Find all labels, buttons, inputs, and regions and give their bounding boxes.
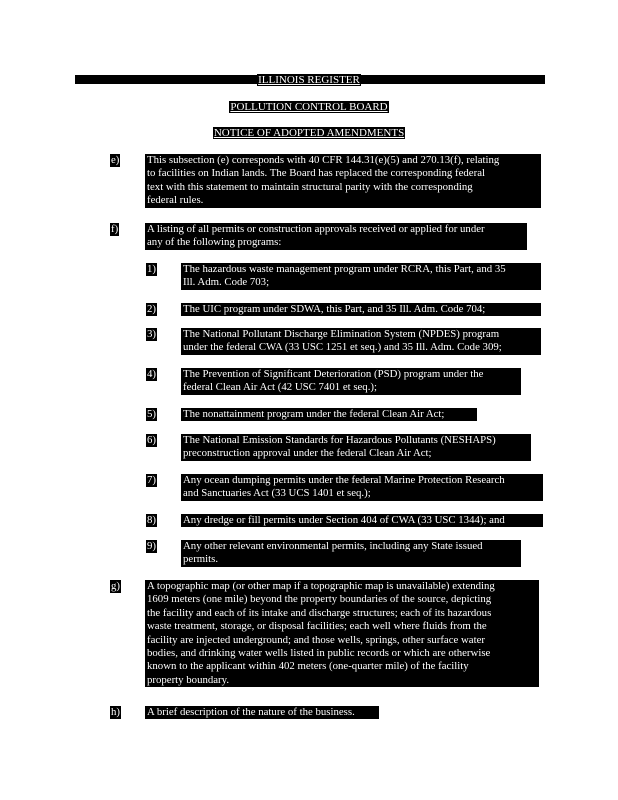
text-line: federal Clean Air Act (42 USC 7401 et seq.); xyxy=(183,381,378,394)
board-title-text: POLLUTION CONTROL BOARD xyxy=(230,101,388,113)
item-text-f9 xyxy=(181,540,521,567)
text-line: facility are injected underground; and those wells, springs, other surface water xyxy=(147,633,485,646)
text-line: federal rules. xyxy=(147,194,204,207)
text-line: Ill. Adm. Code 703; xyxy=(183,276,270,289)
item-label-f2: 2) xyxy=(147,303,156,315)
item-text-f8 xyxy=(181,514,543,527)
text-line: A listing of all permits or construction approvals received or applied for under xyxy=(147,223,485,235)
item-label-f1: 1) xyxy=(147,263,156,275)
text-line: property boundary. xyxy=(147,673,230,686)
register-title-text: ILLINOIS REGISTER xyxy=(258,74,360,86)
text-line: the facility and each of its intake and discharge structures; each of its hazardous xyxy=(147,606,492,619)
text-line: A topographic map (or other map if a topographic map is unavailable) extending xyxy=(147,580,495,592)
item-label-f6: 6) xyxy=(147,434,156,446)
text-line: This subsection (e) corresponds with 40 CFR 144.31(e)(5) and 270.13(f), relating xyxy=(147,154,500,166)
text-line: text with this statement to maintain structural parity with the corresponding xyxy=(147,180,473,193)
item-label-f4: 4) xyxy=(147,368,156,380)
item-text-f5 xyxy=(181,408,477,421)
item-label-f5: 5) xyxy=(147,408,156,420)
item-text-f7 xyxy=(181,474,543,501)
text-line: bodies, and drinking water wells listed in public records or which are otherwise xyxy=(147,647,491,660)
text-line: under the federal CWA (33 USC 1251 et seq.) and 35 Ill. Adm. Code 309; xyxy=(183,341,502,354)
text-line: any of the following programs: xyxy=(147,236,282,249)
text-line: Any ocean dumping permits under the federal Marine Protection Research xyxy=(183,474,505,486)
text-line: preconstruction approval under the federal Clean Air Act; xyxy=(183,447,432,460)
text-line: known to the applicant within 402 meters (one-quarter mile) of the facility xyxy=(147,660,469,673)
text-line: to facilities on Indian lands. The Board has replaced the corresponding federal xyxy=(147,167,485,180)
text-line: The UIC program under SDWA, this Part, and 35 Ill. Adm. Code 704; xyxy=(183,303,486,315)
item-label-e: e) xyxy=(111,154,120,166)
item-text-f4 xyxy=(181,368,521,395)
text-line: The nonattainment program under the federal Clean Air Act; xyxy=(183,408,445,420)
item-label-h: h) xyxy=(111,706,120,718)
item-label-f9: 9) xyxy=(147,540,156,552)
text-line: The Prevention of Significant Deterioration (PSD) program under the xyxy=(183,368,484,380)
item-text-f3 xyxy=(181,328,541,355)
register-title xyxy=(0,74,618,86)
text-line: 1609 meters (one mile) beyond the property boundaries of the source, depicting xyxy=(147,593,492,606)
notice-title-text: NOTICE OF ADOPTED AMENDMENTS xyxy=(213,127,405,139)
text-line: and Sanctuaries Act (33 UCS 1401 et seq.); xyxy=(183,487,371,500)
item-label-f7: 7) xyxy=(147,474,156,486)
item-text-f1 xyxy=(181,263,541,290)
text-line: A brief description of the nature of the business. xyxy=(147,706,355,718)
item-label-f: f) xyxy=(111,223,119,235)
board-title xyxy=(0,101,618,113)
text-line: waste treatment, storage, or disposal facilities; each well where fluids from the xyxy=(147,620,487,633)
text-line: Any dredge or fill permits under Section 404 of CWA (33 USC 1344); and xyxy=(183,514,505,526)
item-label-f3: 3) xyxy=(147,328,156,340)
item-label-f8: 8) xyxy=(147,514,156,526)
item-text-f6 xyxy=(181,434,531,461)
item-text-e xyxy=(145,154,541,208)
item-text-f xyxy=(145,223,527,250)
item-text-h xyxy=(145,706,379,719)
text-line: The National Pollutant Discharge Elimination System (NPDES) program xyxy=(183,328,500,340)
item-label-g: g) xyxy=(111,580,120,592)
text-line: The hazardous waste management program under RCRA, this Part, and 35 xyxy=(183,263,506,275)
item-text-f2 xyxy=(181,303,541,316)
notice-title xyxy=(0,127,618,139)
item-text-g xyxy=(145,580,539,687)
text-line: The National Emission Standards for Hazardous Pollutants (NESHAPS) xyxy=(183,434,496,446)
text-line: Any other relevant environmental permits, including any State issued xyxy=(183,540,483,552)
text-line: permits. xyxy=(183,553,219,566)
